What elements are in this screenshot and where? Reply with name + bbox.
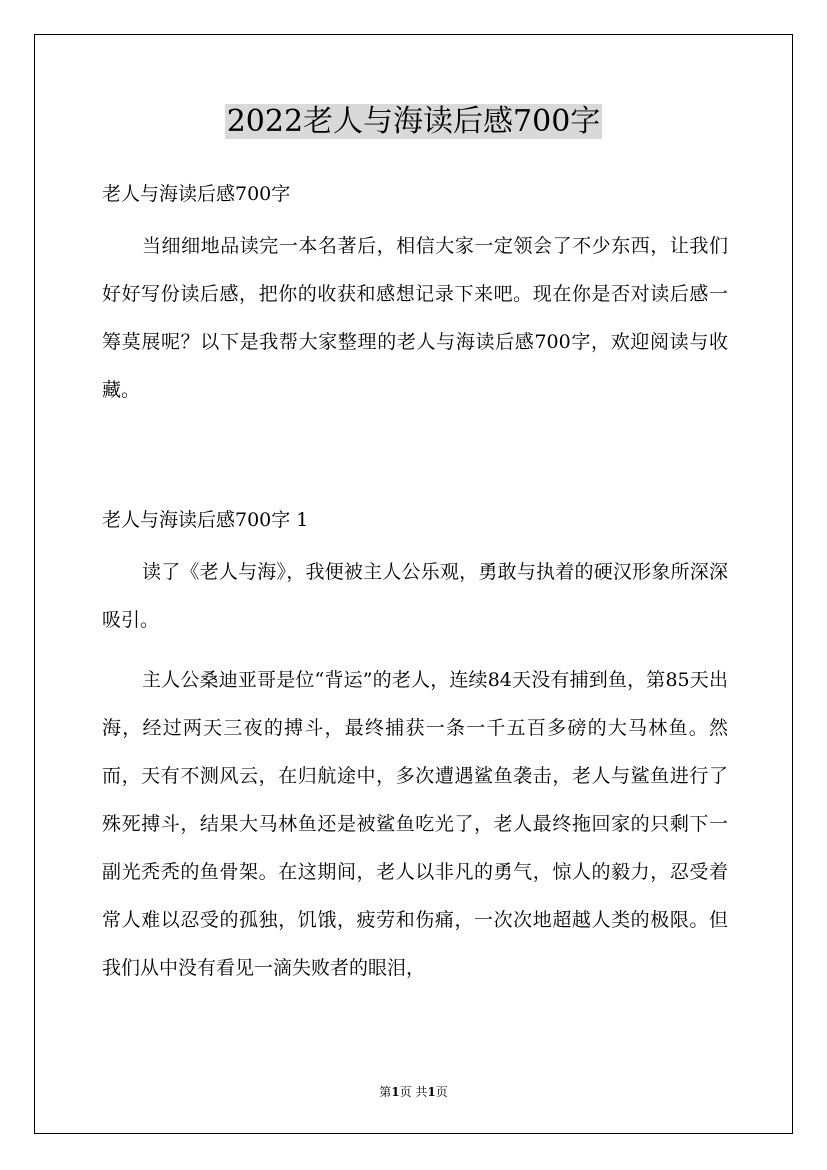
page-total: 1 [427,1085,436,1099]
page-number: 1 [391,1085,400,1099]
intro-paragraph: 当细细地品读完一本名著后，相信大家一定领会了不少东西，让我们好好写份读后感，把你的收获和感想记录下来吧。现在你是否对读后感一筹莫展呢？以下是我帮大家整理的老人与海读后感700字，欢迎阅读与收藏。 [102,235,728,401]
page-footer: 第1页 共1页 [379,1085,448,1099]
document-title [0,99,827,145]
section-heading: 老人与海读后感700字 1 [102,509,309,531]
paragraph-1: 读了《老人与海》，我便被主人公乐观，勇敢与执着的硬汉形象所深深吸引。 [102,561,728,631]
title-text: 2022老人与海读后感700字 [226,104,601,139]
subtitle: 老人与海读后感700字 [102,183,291,205]
paragraph-2: 主人公桑迪亚哥是位“背运”的老人，连续84天没有捕到鱼，第85天出海，经过两天三夜的搏斗，最终捕获一条一千五百多磅的大马林鱼。然而，天有不测风云，在归航途中，多次遭遇鲨鱼袭击，老人与鲨鱼进行了殊死搏斗，结果大马林鱼还是被鲨鱼吃光了，老人最终拖回家的只剩下一副光秃秃的鱼骨架。在这期间，老人以非凡的勇气，惊人的毅力，忍受着常人难以忍受的孤独，饥饿，疲劳和伤痛，一次次地超越人类的极限。但我们从中没有看见一滴失败者的眼泪， [102,669,728,979]
